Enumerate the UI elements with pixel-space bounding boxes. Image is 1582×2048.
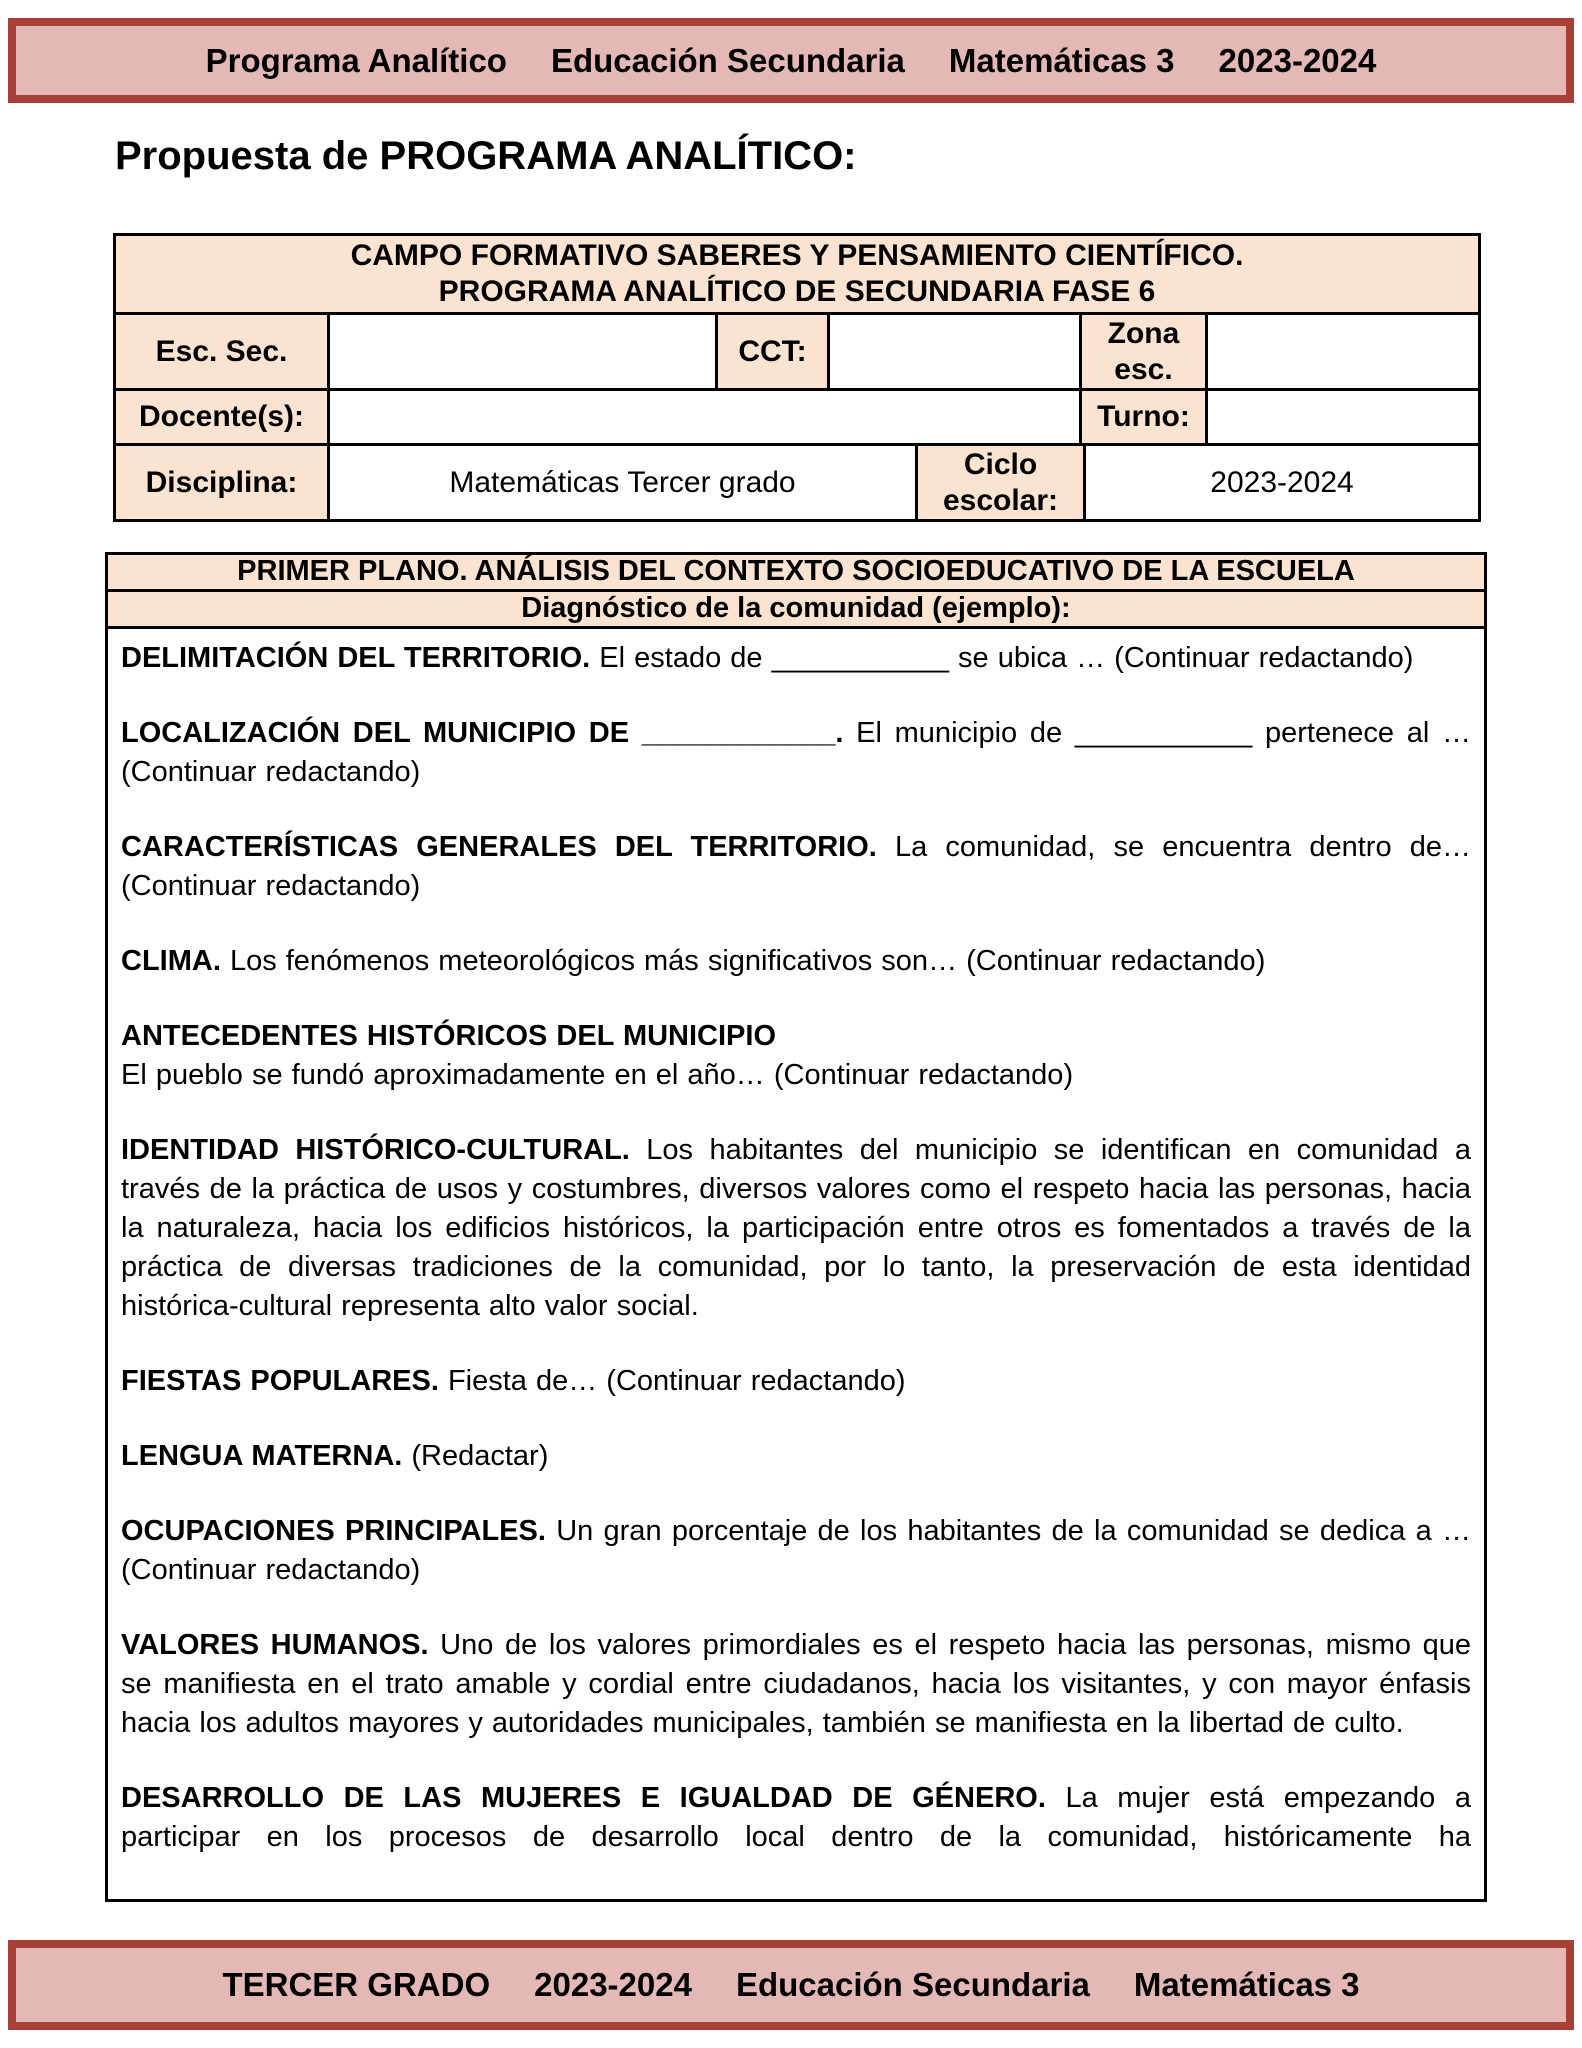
info-table-row-discipline bbox=[116, 446, 1481, 522]
paragraph-ocupaciones-principales bbox=[121, 1512, 1471, 1590]
paragraph-lead: OCUPACIONES PRINCIPALES. bbox=[121, 1515, 546, 1547]
paragraph-text: Fiesta de… (Continuar redactando) bbox=[447, 1365, 906, 1397]
top-banner-segment-subject: Matemáticas 3 bbox=[948, 41, 1175, 79]
paragraph-text: (Redactar) bbox=[411, 1440, 549, 1472]
cct-value bbox=[830, 315, 1082, 391]
top-banner-segment-program: Programa Analítico bbox=[205, 41, 507, 79]
paragraph-localizacion-municipio bbox=[121, 714, 1471, 792]
info-table bbox=[113, 233, 1481, 522]
zona-esc-label: Zona esc. bbox=[1082, 315, 1208, 391]
paragraph-text: Los habitantes del municipio se identifican en comunidad a través de la práctica de usos y costumbres, diversos valores como el respeto hacia las personas, hacia la naturaleza, hacia los edificios históricos, la participación entre otros es fomentados a través de la práctica de diversas tradiciones de la comunidad, por lo tanto, la preservación de esta identidad histórica-cultural representa alto valor social. bbox=[121, 1134, 1471, 1322]
paragraph-text: La mujer está empezando a participar en los procesos de desarrollo local dentro de la comunidad, históricamente ha bbox=[121, 1782, 1471, 1853]
context-table bbox=[105, 552, 1487, 1902]
ciclo-escolar-label: Ciclo escolar: bbox=[918, 446, 1086, 522]
paragraph-text: Un gran porcentaje de los habitantes de la comunidad se dedica a … (Continuar redactando) bbox=[121, 1515, 1472, 1586]
paragraph-lead: CARACTERÍSTICAS GENERALES DEL TERRITORIO. bbox=[121, 831, 877, 863]
paragraph-text: La comunidad, se encuentra dentro de… (Continuar redactando) bbox=[121, 831, 1471, 902]
paragraph-identidad-historico-cultural bbox=[121, 1131, 1471, 1326]
bottom-banner-segment-grade: TERCER GRADO bbox=[222, 1966, 491, 2003]
paragraph-text: El municipio de ___________ pertenece al … (Continuar redactando) bbox=[121, 717, 1471, 788]
paragraph-caracteristicas-territorio bbox=[121, 828, 1471, 906]
context-table-header: PRIMER PLANO. ANÁLISIS DEL CONTEXTO SOCIOEDUCATIVO DE LA ESCUELA bbox=[108, 555, 1484, 592]
top-banner-segment-level: Educación Secundaria bbox=[550, 41, 905, 79]
paragraph-lead: ANTECEDENTES HISTÓRICOS DEL MUNICIPIO bbox=[121, 1020, 777, 1052]
paragraph-text: Los fenómenos meteorológicos más significativos son… (Continuar redactando) bbox=[229, 945, 1266, 977]
paragraph-delimitacion-territorio bbox=[121, 639, 1471, 678]
paragraph-lead: CLIMA. bbox=[121, 945, 221, 977]
paragraph-valores-humanos bbox=[121, 1626, 1471, 1743]
paragraph-text: El pueblo se fundó aproximadamente en el año… (Continuar redactando) bbox=[121, 1059, 1074, 1091]
paragraph-lead: IDENTIDAD HISTÓRICO-CULTURAL. bbox=[121, 1134, 630, 1166]
paragraph-antecedentes-historicos bbox=[121, 1017, 1471, 1095]
top-banner-segment-year: 2023-2024 bbox=[1218, 41, 1377, 79]
paragraph-text: El estado de ___________ se ubica … (Continuar redactando) bbox=[599, 642, 1414, 674]
docente-label: Docente(s): bbox=[116, 391, 330, 446]
zona-esc-value bbox=[1208, 315, 1481, 391]
esc-sec-value bbox=[330, 315, 718, 391]
info-table-header-row bbox=[116, 236, 1481, 315]
paragraph-clima bbox=[121, 942, 1471, 981]
paragraph-lead: DELIMITACIÓN DEL TERRITORIO. bbox=[121, 642, 591, 674]
paragraph-lead: VALORES HUMANOS. bbox=[121, 1629, 429, 1661]
disciplina-value: Matemáticas Tercer grado bbox=[330, 446, 918, 522]
page-title: Propuesta de PROGRAMA ANALÍTICO: bbox=[115, 134, 857, 178]
top-banner bbox=[8, 18, 1574, 103]
bottom-banner-segment-year: 2023-2024 bbox=[534, 1966, 692, 2003]
page-content bbox=[113, 233, 1481, 1902]
paragraph-text: Uno de los valores primordiales es el respeto hacia las personas, mismo que se manifiesta en el trato amable y cordial entre ciudadanos, hacia los visitantes, y con mayor énfasis hacia los adultos mayores y autoridades municipales, también se manifiesta en la libertad de culto. bbox=[121, 1629, 1471, 1739]
turno-label: Turno: bbox=[1082, 391, 1208, 446]
docente-value bbox=[330, 391, 1082, 446]
esc-sec-label: Esc. Sec. bbox=[116, 315, 330, 391]
info-table-row-school bbox=[116, 315, 1481, 391]
paragraph-lengua-materna bbox=[121, 1437, 1471, 1476]
context-table-subheader: Diagnóstico de la comunidad (ejemplo): bbox=[108, 592, 1484, 629]
info-table-row-teacher bbox=[116, 391, 1481, 446]
info-table-header-cell bbox=[116, 236, 1481, 315]
paragraph-fiestas-populares bbox=[121, 1362, 1471, 1401]
info-table-header-line2: PROGRAMA ANALÍTICO DE SECUNDARIA FASE 6 bbox=[438, 275, 1156, 308]
bottom-banner bbox=[8, 1940, 1574, 2030]
info-table-header-line1: CAMPO FORMATIVO SABERES Y PENSAMIENTO CIENTÍFICO. bbox=[350, 239, 1244, 272]
disciplina-label: Disciplina: bbox=[116, 446, 330, 522]
paragraph-lead: DESARROLLO DE LAS MUJERES E IGUALDAD DE GÉNERO. bbox=[121, 1782, 1046, 1814]
ciclo-escolar-value: 2023-2024 bbox=[1086, 446, 1481, 522]
bottom-banner-segment-subject: Matemáticas 3 bbox=[1133, 1966, 1360, 2003]
paragraph-desarrollo-mujeres bbox=[121, 1779, 1471, 1857]
context-table-body bbox=[108, 629, 1484, 1899]
paragraph-lead: FIESTAS POPULARES. bbox=[121, 1365, 439, 1397]
turno-value bbox=[1208, 391, 1481, 446]
paragraph-lead: LOCALIZACIÓN DEL MUNICIPIO DE ____________. bbox=[121, 717, 844, 749]
bottom-banner-segment-level: Educación Secundaria bbox=[735, 1966, 1090, 2003]
paragraph-lead: LENGUA MATERNA. bbox=[121, 1440, 403, 1472]
cct-label: CCT: bbox=[718, 315, 830, 391]
